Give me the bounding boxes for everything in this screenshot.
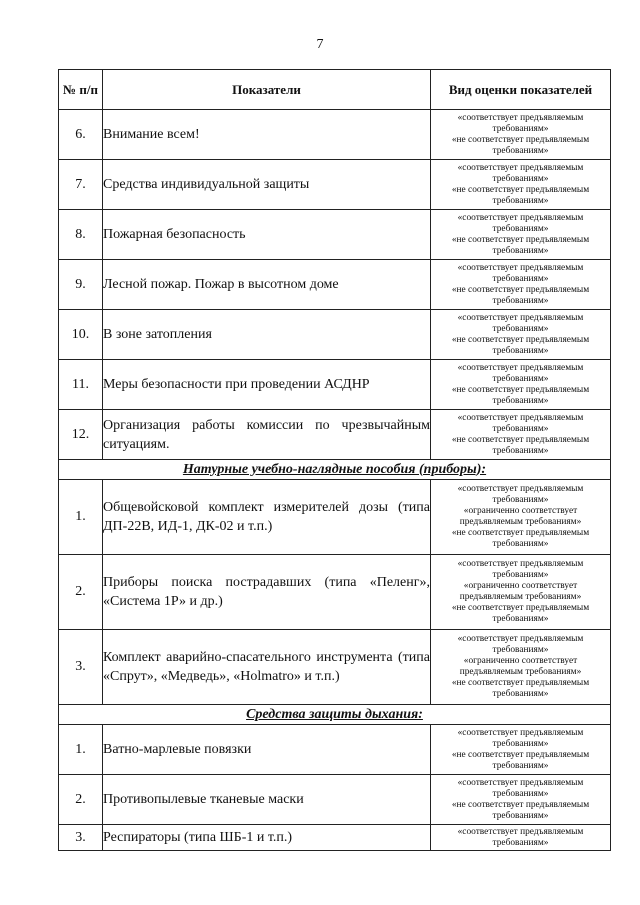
row-number: 10.	[59, 310, 103, 360]
evaluation-options	[431, 555, 611, 630]
evaluation-line: «соответствует предъявляемым	[457, 312, 584, 323]
table-row	[59, 825, 611, 851]
indicator-name: Организация работы комиссии по чрезвычайным ситуациям.	[103, 410, 431, 460]
section-header-instruments	[59, 460, 611, 480]
evaluation-line: «не соответствует предъявляемым	[451, 603, 590, 613]
table-body	[59, 110, 611, 851]
indicator-name: В зоне затопления	[103, 310, 431, 360]
evaluation-line: требованиям»	[492, 373, 549, 384]
row-number: 1.	[59, 480, 103, 555]
evaluation-line: «не соответствует предъявляемым	[451, 284, 590, 295]
evaluation-line: требованиям»	[492, 223, 549, 234]
evaluation-options	[431, 725, 611, 775]
header-num: № п/п	[59, 70, 103, 110]
evaluation-line: «соответствует предъявляемым	[457, 212, 584, 223]
indicator-name: Внимание всем!	[103, 110, 431, 160]
evaluation-line: требованиям»	[492, 123, 549, 134]
evaluation-line: требованиям»	[492, 495, 549, 505]
row-number: 3.	[59, 630, 103, 705]
evaluation-line: требованиям»	[492, 837, 549, 848]
evaluation-line: «не соответствует предъявляемым	[451, 184, 590, 195]
evaluation-line: «не соответствует предъявляемым	[451, 528, 590, 538]
evaluation-line: требованиям»	[492, 395, 549, 406]
evaluation-line: предъявляемым требованиям»	[459, 517, 582, 527]
evaluation-options	[431, 260, 611, 310]
indicator-name: Пожарная безопасность	[103, 210, 431, 260]
evaluation-line: требованиям»	[492, 614, 549, 624]
table-row	[59, 480, 611, 555]
header-indicators: Показатели	[103, 70, 431, 110]
evaluation-line: «не соответствует предъявляемым	[451, 749, 590, 760]
table-header-row	[59, 70, 611, 110]
evaluation-line: требованиям»	[492, 760, 549, 771]
indicator-name: Противопылевые тканевые маски	[103, 775, 431, 825]
evaluation-options	[431, 310, 611, 360]
table-row	[59, 410, 611, 460]
evaluation-line: «ограниченно соответствует	[463, 581, 578, 591]
evaluation-options	[431, 825, 611, 851]
table-row	[59, 210, 611, 260]
evaluation-line: требованиям»	[492, 145, 549, 156]
indicator-name: Приборы поиска пострадавших (типа «Пеленг», «Система 1Р» и др.)	[103, 555, 431, 630]
row-number: 1.	[59, 725, 103, 775]
evaluation-options	[431, 160, 611, 210]
evaluation-line: «соответствует предъявляемым	[457, 634, 584, 644]
section-title: Натурные учебно-наглядные пособия (приборы):	[182, 461, 487, 477]
row-number: 9.	[59, 260, 103, 310]
evaluation-line: требованиям»	[492, 295, 549, 306]
evaluation-line: «соответствует предъявляемым	[457, 826, 584, 837]
indicator-name: Комплект аварийно-спасательного инструмента (типа «Спрут», «Медведь», «Holmatro» и т.п.)	[103, 630, 431, 705]
evaluation-options	[431, 775, 611, 825]
row-number: 2.	[59, 555, 103, 630]
header-evaluation: Вид оценки показателей	[431, 70, 611, 110]
row-number: 8.	[59, 210, 103, 260]
evaluation-line: «соответствует предъявляемым	[457, 162, 584, 173]
evaluation-line: требованиям»	[492, 689, 549, 699]
table-row	[59, 310, 611, 360]
evaluation-line: требованиям»	[492, 195, 549, 206]
evaluation-line: «ограниченно соответствует	[463, 506, 578, 516]
row-number: 12.	[59, 410, 103, 460]
page-number: 7	[316, 37, 324, 52]
table-row	[59, 725, 611, 775]
evaluation-line: «соответствует предъявляемым	[457, 412, 584, 423]
evaluation-line: требованиям»	[492, 539, 549, 549]
evaluation-line: требованиям»	[492, 788, 549, 799]
evaluation-line: требованиям»	[492, 445, 549, 456]
evaluation-options	[431, 360, 611, 410]
evaluation-line: «соответствует предъявляемым	[457, 362, 584, 373]
row-number: 2.	[59, 775, 103, 825]
evaluation-line: «не соответствует предъявляемым	[451, 799, 590, 810]
evaluation-line: требованиям»	[492, 810, 549, 821]
evaluation-line: предъявляемым требованиям»	[459, 592, 582, 602]
indicator-name: Ватно-марлевые повязки	[103, 725, 431, 775]
evaluation-options	[431, 480, 611, 555]
evaluation-line: требованиям»	[492, 738, 549, 749]
evaluation-line: «соответствует предъявляемым	[457, 262, 584, 273]
table-row	[59, 360, 611, 410]
evaluation-line: «ограниченно соответствует	[463, 656, 578, 666]
evaluation-line: требованиям»	[492, 645, 549, 655]
evaluation-options	[431, 410, 611, 460]
indicator-name: Средства индивидуальной защиты	[103, 160, 431, 210]
table-row	[59, 110, 611, 160]
evaluation-line: «не соответствует предъявляемым	[451, 384, 590, 395]
evaluation-line: «не соответствует предъявляемым	[451, 234, 590, 245]
evaluation-line: «соответствует предъявляемым	[457, 559, 584, 569]
section-title: Средства защиты дыхания:	[246, 706, 423, 722]
evaluation-line: требованиям»	[492, 273, 549, 284]
indicator-name: Лесной пожар. Пожар в высотном доме	[103, 260, 431, 310]
table-row	[59, 775, 611, 825]
indicators-table	[58, 69, 611, 851]
evaluation-line: предъявляемым требованиям»	[459, 667, 582, 677]
evaluation-line: «соответствует предъявляемым	[457, 484, 584, 494]
row-number: 7.	[59, 160, 103, 210]
evaluation-options	[431, 210, 611, 260]
table-row	[59, 260, 611, 310]
evaluation-line: требованиям»	[492, 423, 549, 434]
evaluation-line: требованиям»	[492, 570, 549, 580]
row-number: 11.	[59, 360, 103, 410]
indicator-name: Респираторы (типа ШБ-1 и т.п.)	[103, 825, 431, 851]
evaluation-line: «не соответствует предъявляемым	[451, 334, 590, 345]
table-row	[59, 555, 611, 630]
table-row	[59, 630, 611, 705]
table-row	[59, 160, 611, 210]
row-number: 6.	[59, 110, 103, 160]
evaluation-line: «не соответствует предъявляемым	[451, 134, 590, 145]
evaluation-line: «не соответствует предъявляемым	[451, 678, 590, 688]
evaluation-line: «соответствует предъявляемым	[457, 112, 584, 123]
indicator-name: Меры безопасности при проведении АСДНР	[103, 360, 431, 410]
evaluation-line: «соответствует предъявляемым	[457, 777, 584, 788]
evaluation-line: требованиям»	[492, 345, 549, 356]
evaluation-line: «соответствует предъявляемым	[457, 727, 584, 738]
evaluation-options	[431, 110, 611, 160]
section-header-breathing	[59, 705, 611, 725]
evaluation-options	[431, 630, 611, 705]
row-number: 3.	[59, 825, 103, 851]
evaluation-line: требованиям»	[492, 245, 549, 256]
evaluation-line: «не соответствует предъявляемым	[451, 434, 590, 445]
evaluation-line: требованиям»	[492, 173, 549, 184]
evaluation-line: требованиям»	[492, 323, 549, 334]
indicator-name: Общевойсковой комплект измерителей дозы (типа ДП-22В, ИД-1, ДК-02 и т.п.)	[103, 480, 431, 555]
